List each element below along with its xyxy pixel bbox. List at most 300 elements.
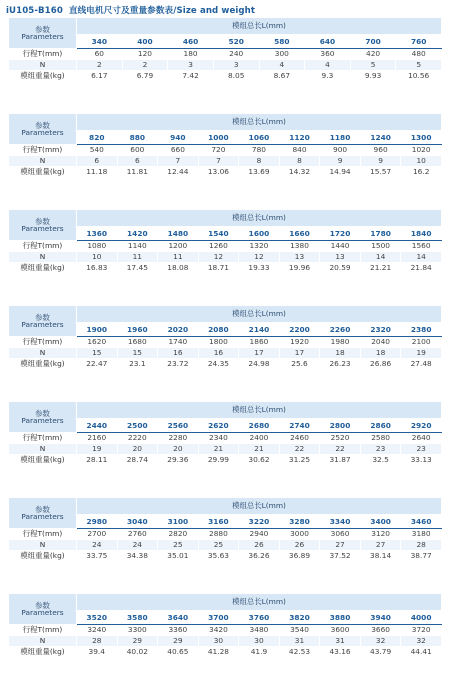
length-value: 700 bbox=[350, 35, 396, 49]
n-value: 32 bbox=[401, 636, 442, 647]
length-value: 2260 bbox=[320, 323, 361, 337]
n-row bbox=[9, 636, 442, 647]
weight-value: 42.53 bbox=[279, 647, 320, 658]
length-value: 2440 bbox=[77, 419, 118, 433]
stroke-value: 1380 bbox=[279, 241, 320, 252]
length-value: 2980 bbox=[77, 515, 118, 529]
weight-value: 19.96 bbox=[279, 263, 320, 274]
length-value: 580 bbox=[259, 35, 305, 49]
weight-value: 21.21 bbox=[360, 263, 401, 274]
parameters-label-en: Parameters bbox=[21, 224, 64, 233]
stroke-value: 3000 bbox=[279, 529, 320, 540]
parameters-label-cn: 参数 bbox=[35, 120, 50, 130]
weight-value: 17.45 bbox=[117, 263, 158, 274]
stroke-value: 3360 bbox=[158, 625, 199, 636]
stroke-value: 240 bbox=[213, 49, 259, 60]
weight-value: 37.52 bbox=[320, 551, 361, 562]
weight-value: 29.99 bbox=[198, 455, 239, 466]
n-value: 19 bbox=[77, 444, 118, 455]
weight-value: 31.25 bbox=[279, 455, 320, 466]
n-value: 17 bbox=[279, 348, 320, 359]
length-value: 3040 bbox=[117, 515, 158, 529]
weight-row bbox=[9, 359, 442, 370]
n-value: 23 bbox=[360, 444, 401, 455]
weight-value: 21.84 bbox=[401, 263, 442, 274]
stroke-value: 360 bbox=[305, 49, 351, 60]
stroke-row-label: 行程T(mm) bbox=[9, 529, 77, 540]
stroke-value: 420 bbox=[350, 49, 396, 60]
total-length-header: 模组总长L(mm) bbox=[77, 210, 442, 227]
length-value: 3940 bbox=[360, 611, 401, 625]
stroke-value: 2220 bbox=[117, 433, 158, 444]
weight-value: 38.77 bbox=[401, 551, 442, 562]
weight-value: 43.79 bbox=[360, 647, 401, 658]
n-value: 15 bbox=[117, 348, 158, 359]
stroke-value: 3720 bbox=[401, 625, 442, 636]
stroke-value: 540 bbox=[77, 145, 118, 156]
stroke-value: 1260 bbox=[198, 241, 239, 252]
length-value: 3400 bbox=[360, 515, 401, 529]
stroke-value: 1620 bbox=[77, 337, 118, 348]
n-row bbox=[9, 444, 442, 455]
parameters-header bbox=[9, 402, 77, 433]
weight-value: 41.28 bbox=[198, 647, 239, 658]
stroke-value: 2580 bbox=[360, 433, 401, 444]
stroke-value: 720 bbox=[198, 145, 239, 156]
stroke-value: 480 bbox=[396, 49, 442, 60]
stroke-value: 1440 bbox=[320, 241, 361, 252]
total-length-header: 模组总长L(mm) bbox=[77, 114, 442, 131]
n-value: 12 bbox=[198, 252, 239, 263]
length-value: 1120 bbox=[279, 131, 320, 145]
length-value: 2200 bbox=[279, 323, 320, 337]
weight-value: 29.36 bbox=[158, 455, 199, 466]
weight-value: 16.2 bbox=[401, 167, 442, 178]
weight-value: 24.98 bbox=[239, 359, 280, 370]
n-value: 3 bbox=[213, 60, 259, 71]
weight-value: 9.3 bbox=[305, 71, 351, 82]
stroke-value: 2520 bbox=[320, 433, 361, 444]
n-value: 19 bbox=[401, 348, 442, 359]
page-title bbox=[6, 4, 255, 16]
parameters-header bbox=[9, 594, 77, 625]
n-row bbox=[9, 60, 442, 71]
stroke-value: 1740 bbox=[158, 337, 199, 348]
length-value: 2560 bbox=[158, 419, 199, 433]
length-value: 2320 bbox=[360, 323, 401, 337]
n-value: 7 bbox=[158, 156, 199, 167]
weight-value: 6.79 bbox=[122, 71, 168, 82]
length-value: 3520 bbox=[77, 611, 118, 625]
stroke-value: 2640 bbox=[401, 433, 442, 444]
weight-value: 18.08 bbox=[158, 263, 199, 274]
weight-value: 39.4 bbox=[77, 647, 118, 658]
length-value: 1900 bbox=[77, 323, 118, 337]
length-value: 460 bbox=[168, 35, 214, 49]
stroke-row-label: 行程T(mm) bbox=[9, 49, 77, 60]
n-row bbox=[9, 252, 442, 263]
weight-value: 11.18 bbox=[77, 167, 118, 178]
stroke-row-label: 行程T(mm) bbox=[9, 337, 77, 348]
weight-row-label: 模组重量(kg) bbox=[9, 263, 77, 274]
parameters-header bbox=[9, 306, 77, 337]
n-value: 2 bbox=[77, 60, 123, 71]
weight-row-label: 模组重量(kg) bbox=[9, 167, 77, 178]
stroke-value: 600 bbox=[117, 145, 158, 156]
parameters-header bbox=[9, 498, 77, 529]
length-value: 1540 bbox=[198, 227, 239, 241]
stroke-value: 2880 bbox=[198, 529, 239, 540]
weight-row-label: 模组重量(kg) bbox=[9, 647, 77, 658]
weight-row bbox=[9, 455, 442, 466]
stroke-row bbox=[9, 145, 442, 156]
weight-value: 23.1 bbox=[117, 359, 158, 370]
length-value: 1300 bbox=[401, 131, 442, 145]
n-row-label: N bbox=[9, 252, 77, 263]
stroke-value: 2340 bbox=[198, 433, 239, 444]
stroke-value: 1680 bbox=[117, 337, 158, 348]
stroke-value: 3600 bbox=[320, 625, 361, 636]
weight-row bbox=[9, 71, 442, 82]
length-value: 1060 bbox=[239, 131, 280, 145]
length-value: 1000 bbox=[198, 131, 239, 145]
stroke-row-label: 行程T(mm) bbox=[9, 145, 77, 156]
n-value: 21 bbox=[198, 444, 239, 455]
length-value: 1480 bbox=[158, 227, 199, 241]
n-value: 22 bbox=[279, 444, 320, 455]
length-value: 1660 bbox=[279, 227, 320, 241]
spec-table-6 bbox=[8, 497, 442, 562]
n-value: 31 bbox=[320, 636, 361, 647]
n-value: 9 bbox=[320, 156, 361, 167]
stroke-value: 3480 bbox=[239, 625, 280, 636]
n-value: 6 bbox=[117, 156, 158, 167]
parameters-header bbox=[9, 114, 77, 145]
stroke-value: 2940 bbox=[239, 529, 280, 540]
parameters-header bbox=[9, 210, 77, 241]
n-row-label: N bbox=[9, 540, 77, 551]
length-value: 340 bbox=[77, 35, 123, 49]
stroke-value: 3540 bbox=[279, 625, 320, 636]
length-value: 2680 bbox=[239, 419, 280, 433]
n-value: 31 bbox=[279, 636, 320, 647]
weight-value: 40.02 bbox=[117, 647, 158, 658]
weight-value: 31.87 bbox=[320, 455, 361, 466]
stroke-value: 1980 bbox=[320, 337, 361, 348]
n-value: 18 bbox=[320, 348, 361, 359]
stroke-value: 1200 bbox=[158, 241, 199, 252]
n-row-label: N bbox=[9, 444, 77, 455]
n-row bbox=[9, 540, 442, 551]
stroke-value: 1500 bbox=[360, 241, 401, 252]
n-value: 25 bbox=[198, 540, 239, 551]
stroke-row bbox=[9, 337, 442, 348]
stroke-value: 1800 bbox=[198, 337, 239, 348]
stroke-value: 780 bbox=[239, 145, 280, 156]
stroke-value: 2100 bbox=[401, 337, 442, 348]
n-value: 13 bbox=[320, 252, 361, 263]
weight-value: 32.5 bbox=[360, 455, 401, 466]
n-value: 8 bbox=[279, 156, 320, 167]
length-value: 4000 bbox=[401, 611, 442, 625]
weight-value: 25.6 bbox=[279, 359, 320, 370]
total-length-header: 模组总长L(mm) bbox=[77, 498, 442, 515]
n-value: 11 bbox=[158, 252, 199, 263]
stroke-row bbox=[9, 529, 442, 540]
weight-value: 36.26 bbox=[239, 551, 280, 562]
spec-table-4 bbox=[8, 305, 442, 370]
n-value: 10 bbox=[401, 156, 442, 167]
parameters-label-en: Parameters bbox=[21, 128, 64, 137]
length-value: 820 bbox=[77, 131, 118, 145]
n-value: 13 bbox=[279, 252, 320, 263]
stroke-value: 2040 bbox=[360, 337, 401, 348]
n-value: 3 bbox=[168, 60, 214, 71]
weight-value: 8.67 bbox=[259, 71, 305, 82]
n-value: 23 bbox=[401, 444, 442, 455]
length-value: 3340 bbox=[320, 515, 361, 529]
length-value: 2860 bbox=[360, 419, 401, 433]
stroke-value: 2280 bbox=[158, 433, 199, 444]
length-value: 2620 bbox=[198, 419, 239, 433]
n-value: 25 bbox=[158, 540, 199, 551]
n-row bbox=[9, 348, 442, 359]
stroke-value: 60 bbox=[77, 49, 123, 60]
stroke-value: 120 bbox=[122, 49, 168, 60]
n-value: 10 bbox=[77, 252, 118, 263]
parameters-label-en: Parameters bbox=[21, 32, 64, 41]
length-value: 3220 bbox=[239, 515, 280, 529]
weight-value: 28.74 bbox=[117, 455, 158, 466]
parameters-label-en: Parameters bbox=[21, 416, 64, 425]
stroke-row-label: 行程T(mm) bbox=[9, 625, 77, 636]
weight-value: 26.86 bbox=[360, 359, 401, 370]
n-value: 18 bbox=[360, 348, 401, 359]
parameters-label-cn: 参数 bbox=[35, 600, 50, 610]
n-value: 29 bbox=[117, 636, 158, 647]
total-length-header: 模组总长L(mm) bbox=[77, 18, 442, 35]
n-value: 7 bbox=[198, 156, 239, 167]
n-value: 24 bbox=[117, 540, 158, 551]
stroke-value: 3120 bbox=[360, 529, 401, 540]
weight-value: 33.13 bbox=[401, 455, 442, 466]
stroke-value: 840 bbox=[279, 145, 320, 156]
stroke-value: 2700 bbox=[77, 529, 118, 540]
n-row-label: N bbox=[9, 636, 77, 647]
weight-value: 11.81 bbox=[117, 167, 158, 178]
n-value: 16 bbox=[158, 348, 199, 359]
weight-value: 38.14 bbox=[360, 551, 401, 562]
stroke-value: 3420 bbox=[198, 625, 239, 636]
n-value: 2 bbox=[122, 60, 168, 71]
weight-value: 43.16 bbox=[320, 647, 361, 658]
parameters-label-en: Parameters bbox=[21, 512, 64, 521]
n-value: 24 bbox=[77, 540, 118, 551]
length-value: 400 bbox=[122, 35, 168, 49]
weight-row-label: 模组重量(kg) bbox=[9, 359, 77, 370]
n-value: 15 bbox=[77, 348, 118, 359]
weight-value: 14.32 bbox=[279, 167, 320, 178]
length-value: 2140 bbox=[239, 323, 280, 337]
stroke-value: 180 bbox=[168, 49, 214, 60]
length-value: 3760 bbox=[239, 611, 280, 625]
stroke-value: 3180 bbox=[401, 529, 442, 540]
length-value: 3700 bbox=[198, 611, 239, 625]
length-value: 1960 bbox=[117, 323, 158, 337]
length-value: 3160 bbox=[198, 515, 239, 529]
weight-value: 41.9 bbox=[239, 647, 280, 658]
n-value: 5 bbox=[396, 60, 442, 71]
stroke-value: 3060 bbox=[320, 529, 361, 540]
n-value: 27 bbox=[360, 540, 401, 551]
length-value: 1840 bbox=[401, 227, 442, 241]
n-row-label: N bbox=[9, 348, 77, 359]
stroke-value: 900 bbox=[320, 145, 361, 156]
length-value: 1360 bbox=[77, 227, 118, 241]
stroke-value: 1140 bbox=[117, 241, 158, 252]
length-value: 3640 bbox=[158, 611, 199, 625]
weight-value: 18.71 bbox=[198, 263, 239, 274]
weight-value: 23.72 bbox=[158, 359, 199, 370]
length-value: 3100 bbox=[158, 515, 199, 529]
stroke-value: 960 bbox=[360, 145, 401, 156]
n-value: 16 bbox=[198, 348, 239, 359]
weight-value: 19.33 bbox=[239, 263, 280, 274]
n-value: 29 bbox=[158, 636, 199, 647]
weight-value: 34.38 bbox=[117, 551, 158, 562]
total-length-header: 模组总长L(mm) bbox=[77, 306, 442, 323]
weight-value: 12.44 bbox=[158, 167, 199, 178]
stroke-value: 3240 bbox=[77, 625, 118, 636]
n-value: 8 bbox=[239, 156, 280, 167]
n-value: 11 bbox=[117, 252, 158, 263]
spec-table-3 bbox=[8, 209, 442, 274]
n-value: 20 bbox=[117, 444, 158, 455]
length-value: 1420 bbox=[117, 227, 158, 241]
n-value: 4 bbox=[305, 60, 351, 71]
total-length-header: 模组总长L(mm) bbox=[77, 402, 442, 419]
stroke-value: 3660 bbox=[360, 625, 401, 636]
stroke-value: 1020 bbox=[401, 145, 442, 156]
title-text: 直线电机尺寸及重量参数表/Size and weight bbox=[68, 6, 256, 16]
n-value: 14 bbox=[401, 252, 442, 263]
stroke-value: 3300 bbox=[117, 625, 158, 636]
spec-table-2 bbox=[8, 113, 442, 178]
length-value: 3280 bbox=[279, 515, 320, 529]
weight-value: 13.69 bbox=[239, 167, 280, 178]
weight-row bbox=[9, 647, 442, 658]
weight-value: 27.48 bbox=[401, 359, 442, 370]
stroke-row-label: 行程T(mm) bbox=[9, 433, 77, 444]
n-value: 27 bbox=[320, 540, 361, 551]
length-value: 940 bbox=[158, 131, 199, 145]
length-value: 1180 bbox=[320, 131, 361, 145]
stroke-value: 2460 bbox=[279, 433, 320, 444]
stroke-value: 300 bbox=[259, 49, 305, 60]
n-value: 9 bbox=[360, 156, 401, 167]
weight-value: 15.57 bbox=[360, 167, 401, 178]
weight-row bbox=[9, 167, 442, 178]
n-value: 30 bbox=[198, 636, 239, 647]
weight-value: 22.47 bbox=[77, 359, 118, 370]
weight-value: 7.42 bbox=[168, 71, 214, 82]
spec-table-7 bbox=[8, 593, 442, 658]
parameters-header bbox=[9, 18, 77, 49]
total-length-header: 模组总长L(mm) bbox=[77, 594, 442, 611]
length-value: 3820 bbox=[279, 611, 320, 625]
length-value: 2380 bbox=[401, 323, 442, 337]
spec-table-5 bbox=[8, 401, 442, 466]
n-row bbox=[9, 156, 442, 167]
parameters-label-cn: 参数 bbox=[35, 312, 50, 322]
length-value: 2800 bbox=[320, 419, 361, 433]
n-value: 32 bbox=[360, 636, 401, 647]
n-value: 26 bbox=[279, 540, 320, 551]
n-value: 22 bbox=[320, 444, 361, 455]
length-value: 2500 bbox=[117, 419, 158, 433]
n-value: 14 bbox=[360, 252, 401, 263]
stroke-value: 1920 bbox=[279, 337, 320, 348]
parameters-label-cn: 参数 bbox=[35, 408, 50, 418]
n-value: 20 bbox=[158, 444, 199, 455]
n-row-label: N bbox=[9, 60, 77, 71]
weight-value: 28.11 bbox=[77, 455, 118, 466]
weight-value: 40.65 bbox=[158, 647, 199, 658]
weight-value: 30.62 bbox=[239, 455, 280, 466]
weight-value: 10.56 bbox=[396, 71, 442, 82]
stroke-row bbox=[9, 433, 442, 444]
length-value: 1600 bbox=[239, 227, 280, 241]
weight-row-label: 模组重量(kg) bbox=[9, 455, 77, 466]
parameters-label-en: Parameters bbox=[21, 320, 64, 329]
parameters-label-cn: 参数 bbox=[35, 24, 50, 34]
weight-value: 36.89 bbox=[279, 551, 320, 562]
weight-value: 14.94 bbox=[320, 167, 361, 178]
length-value: 1720 bbox=[320, 227, 361, 241]
n-value: 6 bbox=[77, 156, 118, 167]
weight-value: 26.23 bbox=[320, 359, 361, 370]
weight-value: 24.35 bbox=[198, 359, 239, 370]
length-value: 3880 bbox=[320, 611, 361, 625]
weight-value: 9.93 bbox=[350, 71, 396, 82]
stroke-row bbox=[9, 241, 442, 252]
weight-row bbox=[9, 551, 442, 562]
weight-value: 8.05 bbox=[213, 71, 259, 82]
length-value: 1240 bbox=[360, 131, 401, 145]
n-value: 4 bbox=[259, 60, 305, 71]
stroke-value: 2160 bbox=[77, 433, 118, 444]
stroke-value: 1080 bbox=[77, 241, 118, 252]
n-value: 30 bbox=[239, 636, 280, 647]
length-value: 640 bbox=[305, 35, 351, 49]
length-value: 2920 bbox=[401, 419, 442, 433]
weight-value: 33.75 bbox=[77, 551, 118, 562]
parameters-label-en: Parameters bbox=[21, 608, 64, 617]
weight-row-label: 模组重量(kg) bbox=[9, 71, 77, 82]
stroke-row-label: 行程T(mm) bbox=[9, 241, 77, 252]
stroke-value: 2820 bbox=[158, 529, 199, 540]
length-value: 520 bbox=[213, 35, 259, 49]
n-value: 21 bbox=[239, 444, 280, 455]
weight-value: 20.59 bbox=[320, 263, 361, 274]
length-value: 760 bbox=[396, 35, 442, 49]
stroke-value: 1560 bbox=[401, 241, 442, 252]
n-value: 5 bbox=[350, 60, 396, 71]
model-code: iU105-B160 bbox=[6, 6, 63, 16]
length-value: 3460 bbox=[401, 515, 442, 529]
spec-table-1 bbox=[8, 17, 442, 82]
n-value: 26 bbox=[239, 540, 280, 551]
